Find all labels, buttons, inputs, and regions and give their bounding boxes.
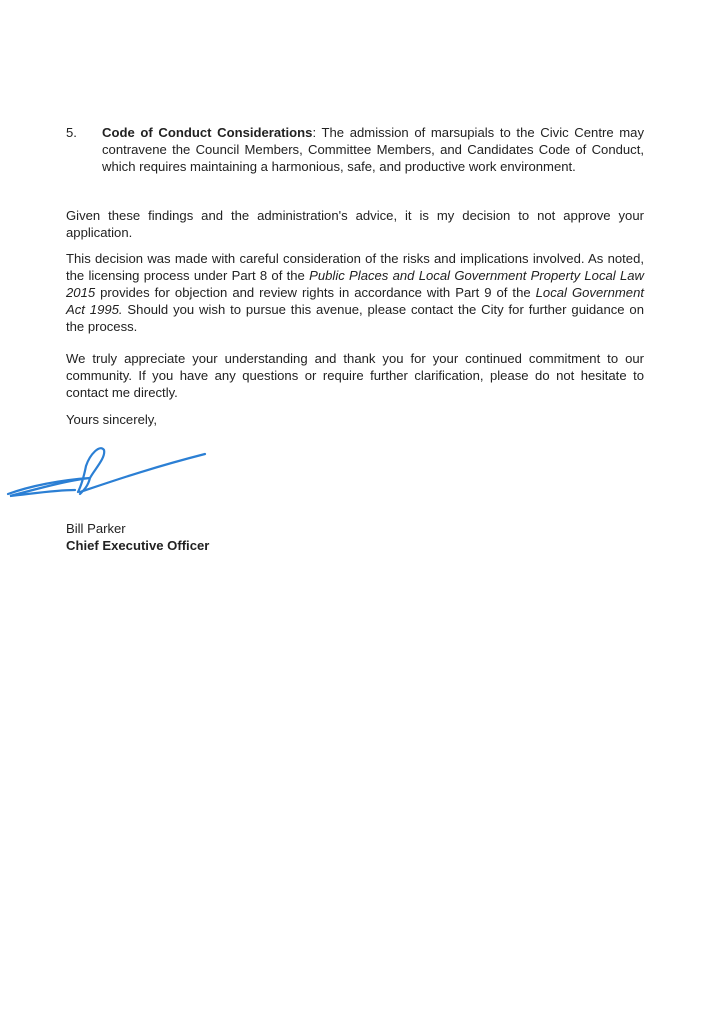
list-item-body	[102, 124, 644, 175]
signature-stroke	[8, 448, 205, 496]
list-item-number: 5.	[66, 125, 77, 140]
list-item-heading: Code of Conduct Considerations	[102, 125, 313, 140]
local-law-title: Public Places and Local Government Property Local Law 2015	[66, 268, 644, 300]
list-item-text: The admission of marsupials to the Civic Centre may contravene the Council Members, Committee Members, and Candidates Code of Conduct, which requires maintaining a harmonious, safe, and productive work environment.	[102, 125, 644, 174]
closing: Yours sincerely,	[66, 412, 157, 427]
signature-image	[0, 436, 220, 506]
review-text-2: provides for objection and review rights in accordance with Part 9 of the	[95, 285, 536, 300]
review-rights-paragraph	[66, 250, 644, 335]
decision-paragraph: Given these findings and the administration's advice, it is my decision to not approve your application.	[66, 208, 644, 240]
review-text-3: Should you wish to pursue this avenue, please contact the City for further guidance on the process.	[66, 302, 644, 334]
list-item-code-of-conduct	[66, 124, 644, 175]
review-text-1: This decision was made with careful consideration of the risks and implications involved. As noted, the licensing process under Part 8 of the	[66, 251, 644, 283]
heading-colon: :	[312, 125, 317, 140]
thanks-paragraph: We truly appreciate your understanding and thank you for your continued commitment to our community. If you have any questions or require further clarification, please do not hesitate to contact me directly.	[66, 351, 644, 400]
signatory-title: Chief Executive Officer	[66, 538, 210, 553]
signatory-name: Bill Parker	[66, 521, 126, 536]
act-title: Local Government Act 1995.	[66, 285, 644, 317]
